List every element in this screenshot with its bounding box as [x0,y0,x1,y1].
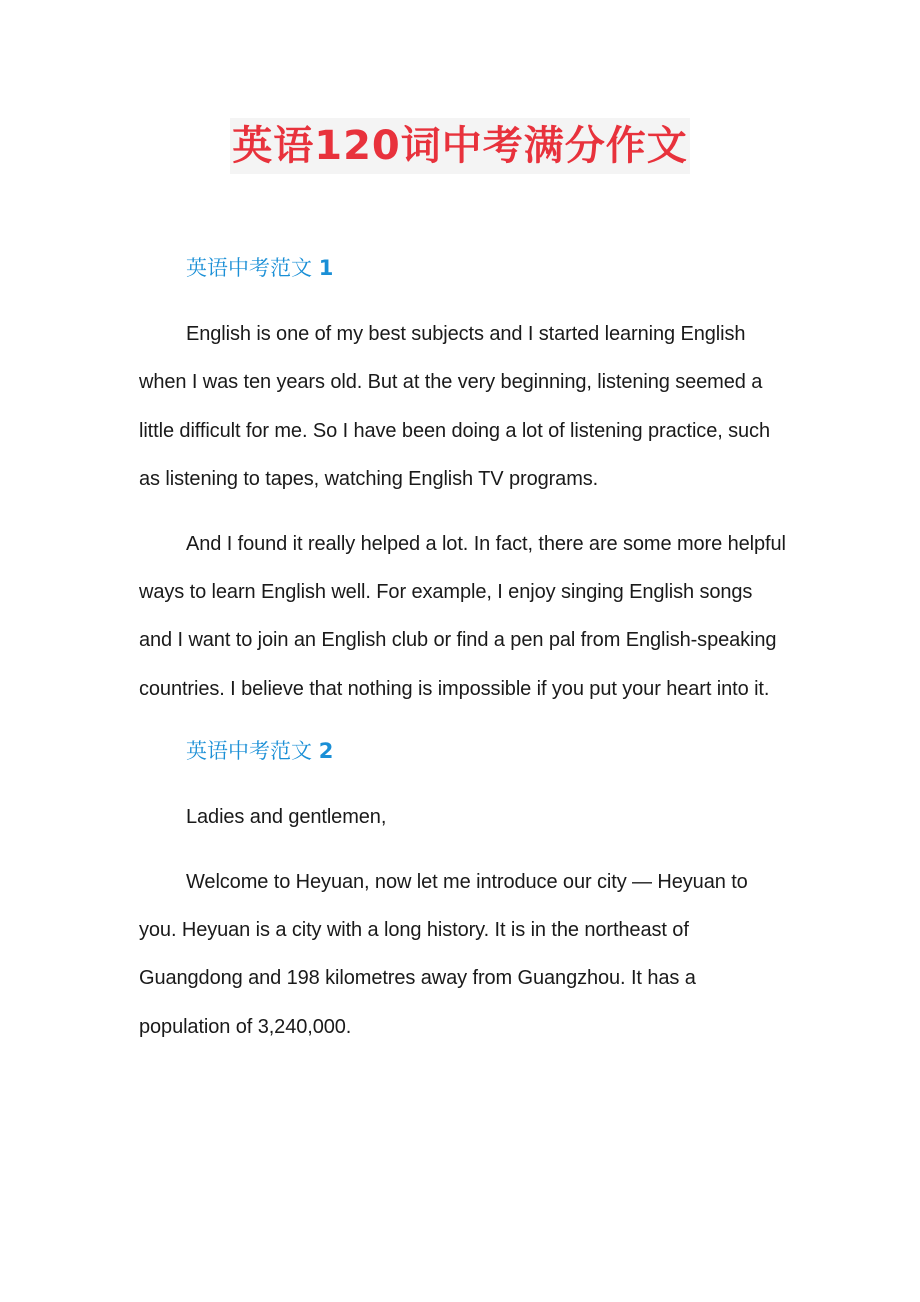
section-heading-number: 1 [318,256,334,280]
paragraph: And I found it really helped a lot. In fact, there are some more helpful ways to learn English well. For example, I enjoy singing English songs and I want to join an English club or find a pen pal from English-speaking countries. I believe that nothing is impossible if you put your heart into it. [139,532,786,700]
paragraph: Ladies and gentlemen, [186,806,387,829]
page-title: 英语120词中考满分作文 [230,118,690,174]
section-heading-2 [139,729,789,773]
section-heading-1 [139,246,789,290]
section-heading-text: 英语中考范文 [186,739,312,764]
paragraph: English is one of my best subjects and I started learning English when I was ten years old. But at the very beginning, listening seemed a little difficult for me. So I have been doing a lot of listening practice, such as listening to tapes, watching English TV programs. [139,323,770,491]
section-heading-number: 2 [318,739,334,764]
section-heading-text: 英语中考范文 [186,256,312,280]
document-body [139,246,789,1067]
paragraph: Welcome to Heyuan, now let me introduce our city — Heyuan to you. Heyuan is a city with a long history. It is in the northeast of Guangdong and 198 kilometres away from Guangzhou. It has a population of 3,240,000. [139,870,748,1038]
title-container [0,118,920,174]
